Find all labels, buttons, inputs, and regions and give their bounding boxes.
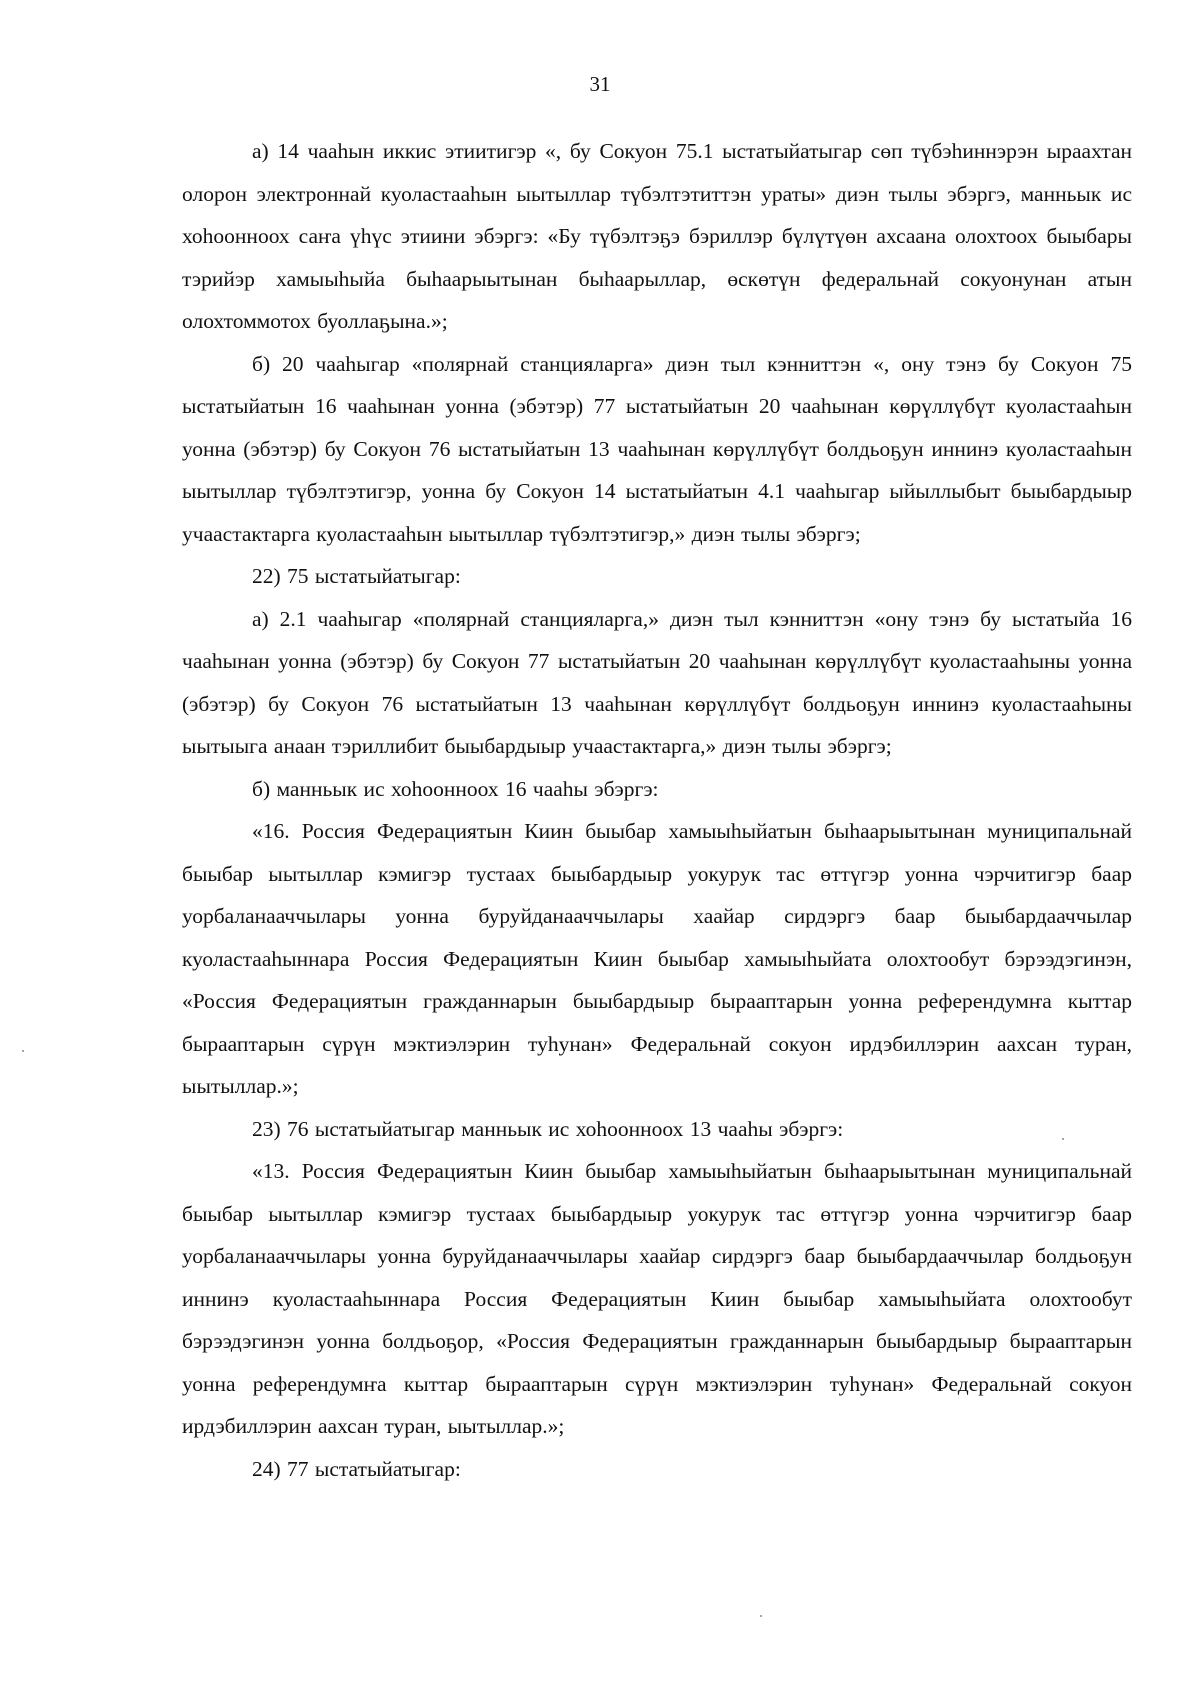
item-23-heading: 23) 76 ыстатыйатыгар манньык ис хоһоонноох 13 чааһы эбэргэ: [252, 1116, 844, 1141]
paragraph-b-part-20: б) 20 чааһыгар «полярнай станцияларга» диэн тыл кэнниттэн «, ону тэнэ бу Сокуон 75 ыстатыйатын 16 чааһынан уонна (эбэтэр) 77 ыстатыйатын 20 чааһынан көрүллүбүт куоластааһын уонна (эбэтэр) бу Сокуон 76 ыстатыйатын 13 чааһынан көрүллүбүт болдьоҕун иннинэ куоластааһын ыытыллар түбэлтэтигэр, уонна бу Сокуон 14 ыстатыйатын 4.1 чааһыгар ыйыллыбыт быыбардыыр учаастактарга куоластааһын ыытыллар түбэлтэтигэр,» диэн тылы эбэргэ; [182, 351, 1132, 546]
paragraph-part-13-text: «13. Россия Федерациятын Киин быыбар хамыыһыйатын быһаарыытынан муниципальнай быыбар ыытыллар кэмигэр тустаах быыбардыыр уокурук тас өттүгэр уонна чэрчитигэр баар уорбаланааччылары уонна буруйданааччылары хаайар сирдэргэ баар быыбардааччылар болдьоҕун иннинэ куоластааһыннара Россия Федерациятын Киин быыбар хамыыһыйата олохтообут бэрээдэгинэн уонна болдьоҕор, «Россия Федерациятын гражданнарын быыбардыыр бырааптарын уонна референдумҥа кыттар бырааптарын сүрүн мэктиэлэрин туһунан» Федеральнай сокуон ирдэбиллэрин аахсан туран, ыытыллар.»; [182, 1159, 1132, 1438]
page-number: 31 [589, 72, 611, 96]
item-22-heading: 22) 75 ыстатыйатыгар: [252, 564, 461, 588]
paragraph-a-part-14: а) 14 чааһын иккис этиитигэр «, бу Сокуон 75.1 ыстатыйатыгар сөп түбэһиннэрэн ыраахтан олорон электроннай куоластааһын ыытыллар түбэлтэтиттэн ураты» диэн тылы эбэргэ, манньык ис хоһоонноох саҥа үһүс этиини эбэргэ: «Бу түбэлтэҕэ бэриллэр бүлүтүөн ахсаана олохтоох быыбары тэрийэр хамыыһыйа быһаарыытынан быһаарыллар, өскөтүн федеральнай сокуонунан атын олохтоммотох буоллаҕына.»; [182, 139, 1132, 333]
scan-speck [760, 1615, 762, 1617]
paragraph-part-16-text: «16. Россия Федерациятын Киин быыбар хамыыһыйатын быһаарыытынан муниципальнай быыбар ыытыллар кэмигэр тустаах быыбардыыр уокурук тас өттүгэр уонна чэрчитигэр баар уорбаланааччылары уонна буруйданааччылары хаайар сирдэргэ баар быыбардааччылар куоластааһыннара Россия Федерациятын Киин быыбар хамыыһыйата олохтообут бэрээдэгинэн, «Россия Федерациятын гражданнарын быыбардыыр бырааптарын уонна референдумҥа кыттар бырааптарын сүрүн мэктиэлэрин туһунан» Федеральнай сокуон ирдэбиллэрин аахсан туран, ыытыллар.»; [182, 819, 1132, 1098]
document-body [182, 130, 1132, 1490]
scan-speck [1062, 1138, 1064, 1140]
item-24-heading: 24) 77 ыстатыйатыгар: [252, 1456, 461, 1481]
paragraph-b-add-part-16: б) манньык ис хоһоонноох 16 чааһы эбэргэ: [252, 776, 659, 801]
scan-speck [22, 1050, 24, 1052]
paragraph-a-part-2-1: а) 2.1 чааһыгар «полярнай станцияларга,» диэн тыл кэнниттэн «ону тэнэ бу ыстатыйа 16 чааһынан уонна (эбэтэр) бу Сокуон 77 ыстатыйатын 20 чааһынан көрүллүбүт куоластааһыны уонна (эбэтэр) бу Сокуон 76 ыстатыйатын 13 чааһынан көрүллүбүт болдьоҕун иннинэ куоластааһыны ыытыыга анаан тэриллибит быыбардыыр учаастактарга,» диэн тылы эбэргэ; [182, 606, 1132, 758]
